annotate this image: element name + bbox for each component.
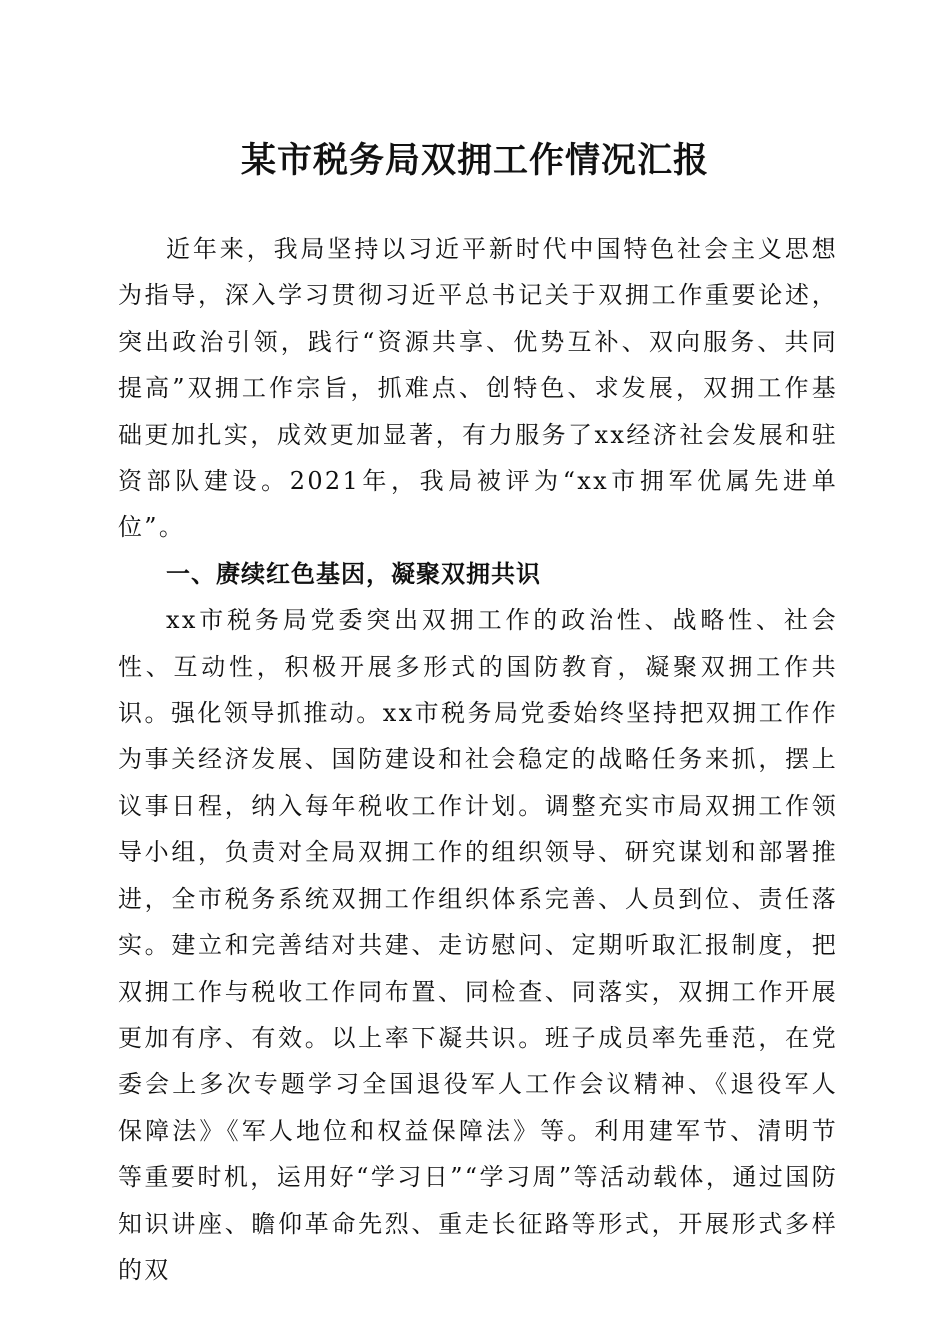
section-paragraph: xx市税务局党委突出双拥工作的政治性、战略性、社会性、互动性，积极开展多形式的国防教育，凝聚双拥工作共识。强化领导抓推动。xx市税务局党委始终坚持把双拥工作作为事关经济发展、国防建设和社会稳定的战略任务来抓，摆上议事日程，纳入每年税收工作计划。调整充实市局双拥工作领导小组，负责对全局双拥工作的组织领导、研究谋划和部署推进，全市税务系统双拥工作组织体系完善、人员到位、责任落实。建立和完善结对共建、走访慰问、定期听取汇报制度，把双拥工作与税收工作同布置、同检查、同落实，双拥工作开展更加有序、有效。以上率下凝共识。班子成员率先垂范，在党委会上多次专题学习全国退役军人工作会议精神、《退役军人保障法》《军人地位和权益保障法》等。利用建军节、清明节等重要时机，运用好“学习日”“学习周”等活动载体，通过国防知识讲座、瞻仰革命先烈、重走长征路等形式，开展形式多样的双 <box>118 606 838 1284</box>
section-heading: 一、赓续红色基因，凝聚双拥共识 <box>166 559 541 588</box>
document-body <box>118 226 838 1293</box>
intro-paragraph: 近年来，我局坚持以习近平新时代中国特色社会主义思想为指导，深入学习贯彻习近平总书记关于双拥工作重要论述，突出政治引领，践行“资源共享、优势互补、双向服务、共同提高”双拥工作宗旨，抓难点、创特色、求发展，双拥工作基础更加扎实，成效更加显著，有力服务了xx经济社会发展和驻资部队建设。2021年，我局被评为“xx市拥军优属先进单位”。 <box>118 235 838 542</box>
document-title: 某市税务局双拥工作情况汇报 <box>240 140 709 181</box>
